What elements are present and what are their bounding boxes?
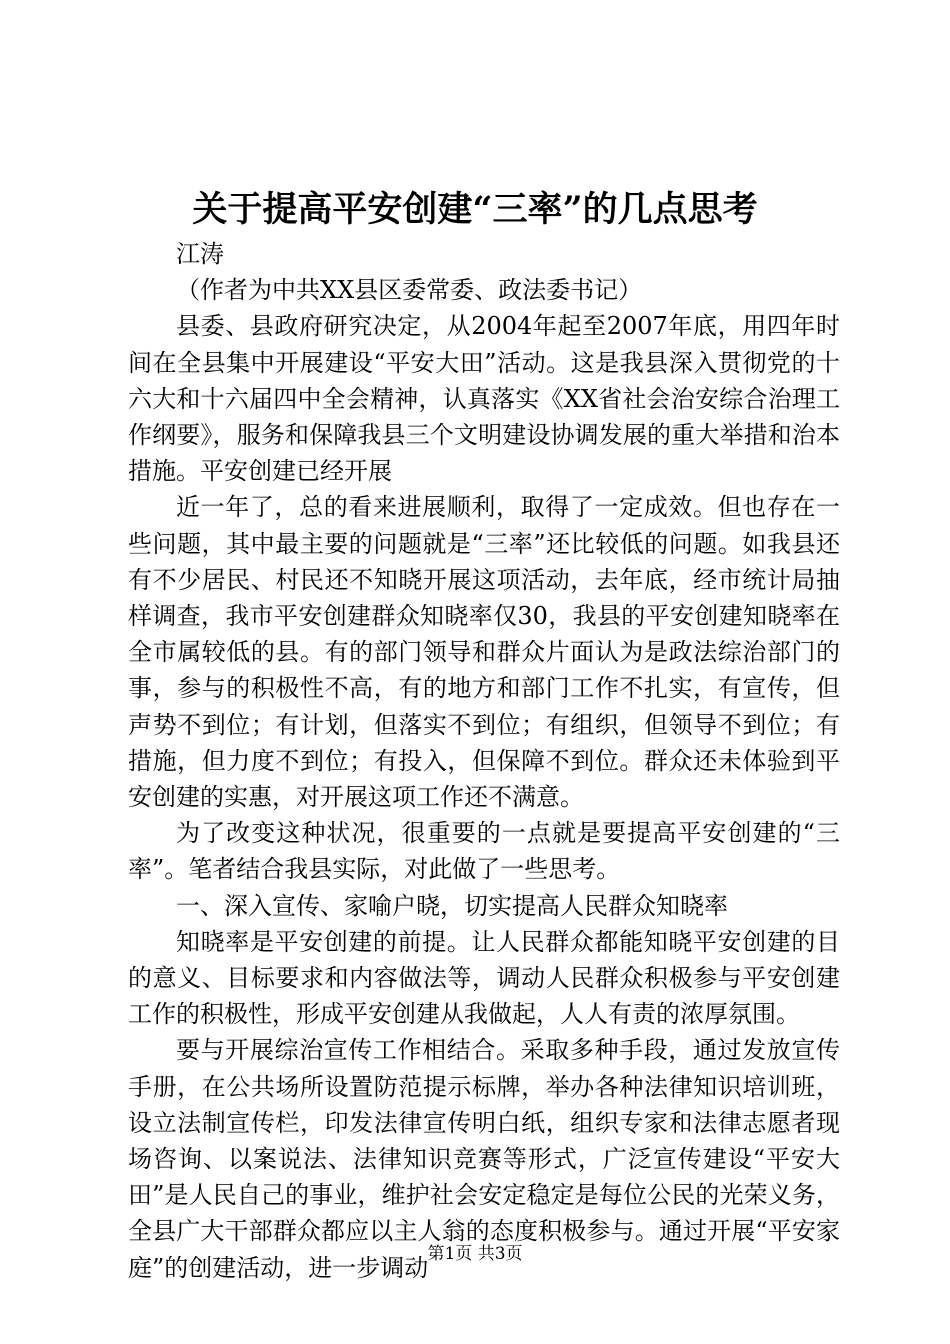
page-footer: 第1页 共3页: [427, 1244, 523, 1264]
author-line: 江涛: [176, 240, 224, 268]
paragraph-intro: 县委、县政府研究决定，从2004年起至2007年底，用四年时间在全县集中开展建设“平安大田”活动。这是我县深入贯彻党的十六大和十六届四中全会精神，认真落实《XX省社会治安综合治理工作纲要》，服务和保障我县三个文明建设协调发展的重大举措和治本措施。平安创建已经开展: [128, 312, 840, 486]
document-title: 关于提高平安创建“三率”的几点思考: [192, 189, 758, 230]
paragraph-publicity: 要与开展综治宣传工作相结合。采取多种手段，通过发放宣传手册，在公共场所设置防范提示标牌，举办各种法律知识培训班，设立法制宣传栏，印发法律宣传明白纸，组织专家和法律志愿者现场咨询、以案说法、法律知识竞赛等形式，广泛宣传建设“平安大田”是人民自己的事业，维护社会安定稳定是每位公民的光荣义务，全县广大干部群众都应以主人翁的态度积极参与。通过开展“平安家庭”的创建活动，进一步调动: [128, 1036, 840, 1282]
section-heading-1: 一、深入宣传、家喻户晓，切实提高人民群众知晓率: [176, 891, 728, 920]
author-note: （作者为中共XX县区委常委、政法委书记）: [176, 276, 643, 305]
paragraph-awareness: 知晓率是平安创建的前提。让人民群众都能知晓平安创建的目的意义、目标要求和内容做法等，调动人民群众积极参与平安创建工作的积极性，形成平安创建从我做起，人人有责的浓厚氛围。: [128, 927, 840, 1029]
paragraph-purpose: 为了改变这种状况，很重要的一点就是要提高平安创建的“三率”。笔者结合我县实际，对此做了一些思考。: [128, 819, 840, 884]
document-body: [128, 236, 840, 1286]
paragraph-problems: 近一年了，总的看来进展顺利，取得了一定成效。但也存在一些问题，其中最主要的问题就是“三率”还比较低的问题。如我县还有不少居民、村民还不知晓开展这项活动，去年底，经市统计局抽样调查，我市平安创建群众知晓率仅30，我县的平安创建知晓率在全市属较低的县。有的部门领导和群众片面认为是政法综治部门的事，参与的积极性不高，有的地方和部门工作不扎实，有宣传，但声势不到位；有计划，但落实不到位；有组织，但领导不到位；有措施，但力度不到位；有投入，但保障不到位。群众还未体验到平安创建的实惠，对开展这项工作还不满意。: [128, 493, 840, 812]
